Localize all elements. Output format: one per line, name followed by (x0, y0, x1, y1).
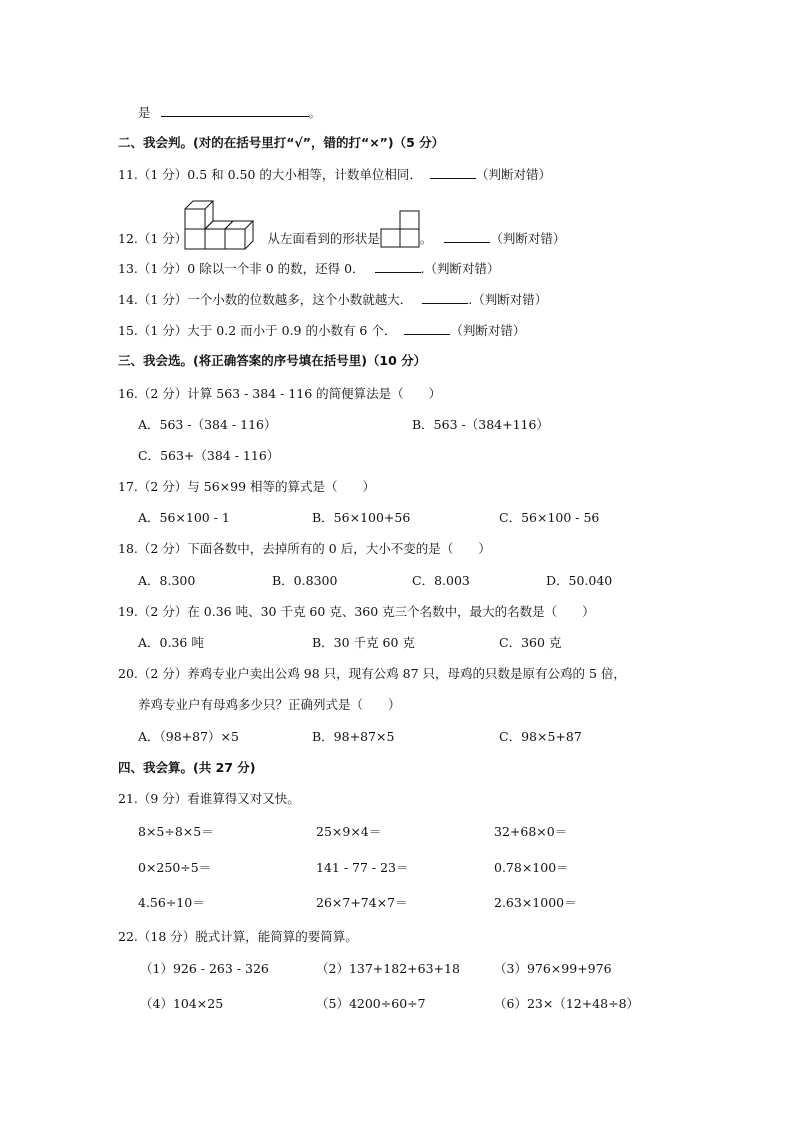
answer-blank[interactable] (375, 260, 421, 273)
question-20-cont: 养鸡专业户有母鸡多少只？正确列式是（ ） (138, 697, 401, 712)
section-4-title: 四、我会算。(共 27 分) (118, 760, 256, 775)
question-22: 22.（18 分）脱式计算，能简算的要简算。 (118, 929, 358, 944)
option-b[interactable]: B．563 -（384+116） (412, 417, 549, 432)
option-a[interactable]: A．563 -（384 - 116） (138, 417, 277, 432)
option-c[interactable]: C．8.003 (412, 573, 470, 588)
question-16: 16.（2 分）计算 563 - 384 - 116 的简便算法是（ ） (118, 386, 442, 401)
question-hint: .（判断对错） (420, 261, 500, 276)
period: 。 (419, 231, 433, 246)
section-3-title: 三、我会选。(将正确答案的序号填在括号里)（10 分） (118, 353, 427, 368)
option-d[interactable]: D．50.040 (546, 573, 613, 588)
answer-blank[interactable] (444, 230, 490, 243)
question-15 (118, 322, 525, 339)
calc-item: 32+68×0＝ (494, 824, 568, 839)
cube-stack-icon (183, 199, 267, 251)
answer-blank[interactable] (404, 322, 450, 335)
calc-item: （3）976×99+976 (494, 961, 612, 976)
question-text: 从左面看到的形状是 (267, 231, 380, 246)
label: 是 (138, 105, 151, 120)
answer-blank[interactable] (422, 291, 468, 304)
option-a[interactable]: A．0.36 吨 (138, 635, 204, 650)
answer-blank[interactable] (430, 166, 476, 179)
question-hint: （判断对错） (450, 323, 526, 338)
left-view-shape-icon (380, 209, 422, 249)
option-b[interactable]: B．0.8300 (272, 573, 338, 588)
question-14 (118, 291, 547, 308)
option-b[interactable]: B．30 千克 60 克 (312, 635, 415, 650)
option-a[interactable]: A．8.300 (138, 573, 196, 588)
question-18: 18.（2 分）下面各数中，去掉所有的 0 后，大小不变的是（ ） (118, 541, 491, 556)
question-text: 13.（1 分）0 除以一个非 0 的数，还得 0． (118, 261, 365, 276)
calc-item: 2.63×1000＝ (494, 895, 577, 910)
calc-item: 4.56÷10＝ (138, 895, 205, 910)
calc-item: （5）4200÷60÷7 (316, 996, 426, 1011)
left-view-figure (380, 233, 420, 247)
question-text: 14.（1 分）一个小数的位数越多，这个小数就越大． (118, 292, 413, 307)
option-c[interactable]: C．360 克 (499, 635, 562, 650)
option-c[interactable]: C．98×5+87 (499, 729, 582, 744)
question-19: 19.（2 分）在 0.36 吨、30 千克 60 克、360 克三个名数中，最大的名数是（ ） (118, 604, 595, 619)
calc-item: （6）23×（12+48÷8） (494, 996, 640, 1011)
option-c[interactable]: C．56×100 - 56 (499, 510, 600, 525)
cube-stack-figure (187, 233, 267, 247)
question-hint: （判断对错） (475, 167, 551, 182)
option-c[interactable]: C．563+（384 - 116） (138, 448, 280, 463)
question-hint: （判断对错） (490, 231, 566, 246)
period: 。 (308, 105, 322, 120)
option-b[interactable]: B．56×100+56 (312, 510, 411, 525)
section-2-title: 二、我会判。(对的在括号里打“√”，错的打“×”)（5 分） (118, 135, 445, 150)
question-13 (118, 260, 500, 277)
question-11 (118, 166, 551, 183)
calc-item: 26×7+74×7＝ (316, 895, 408, 910)
question-12 (118, 230, 565, 247)
question-text: 11.（1 分）0.5 和 0.50 的大小相等，计数单位相同． (118, 167, 422, 182)
calc-item: 8×5÷8×5＝ (138, 824, 214, 839)
option-b[interactable]: B．98+87×5 (312, 729, 395, 744)
question-17: 17.（2 分）与 56×99 相等的算式是（ ） (118, 479, 376, 494)
option-a[interactable]: A．56×100 - 1 (138, 510, 230, 525)
calc-item: 0.78×100＝ (494, 860, 569, 875)
question-number: 12.（1 分） (118, 231, 188, 246)
calc-item: 0×250÷5＝ (138, 860, 212, 875)
calc-item: （2）137+182+63+18 (316, 961, 460, 976)
question-21: 21.（9 分）看谁算得又对又快。 (118, 791, 300, 806)
answer-blank[interactable] (161, 104, 309, 117)
calc-item: 25×9×4＝ (316, 824, 382, 839)
calc-item: 141 - 77 - 23＝ (316, 860, 409, 875)
question-hint: .（判断对错） (468, 292, 548, 307)
question-text: 15.（1 分）大于 0.2 而小于 0.9 的小数有 6 个． (118, 323, 397, 338)
question-20: 20.（2 分）养鸡专业户卖出公鸡 98 只，现有公鸡 87 只，母鸡的只数是原有公鸡的 5 倍， (118, 666, 626, 681)
continuation-line (138, 104, 321, 121)
option-a[interactable]: A．（98+87）×5 (138, 729, 239, 744)
calc-item: （4）104×25 (140, 996, 224, 1011)
calc-item: （1）926 - 263 - 326 (140, 961, 269, 976)
